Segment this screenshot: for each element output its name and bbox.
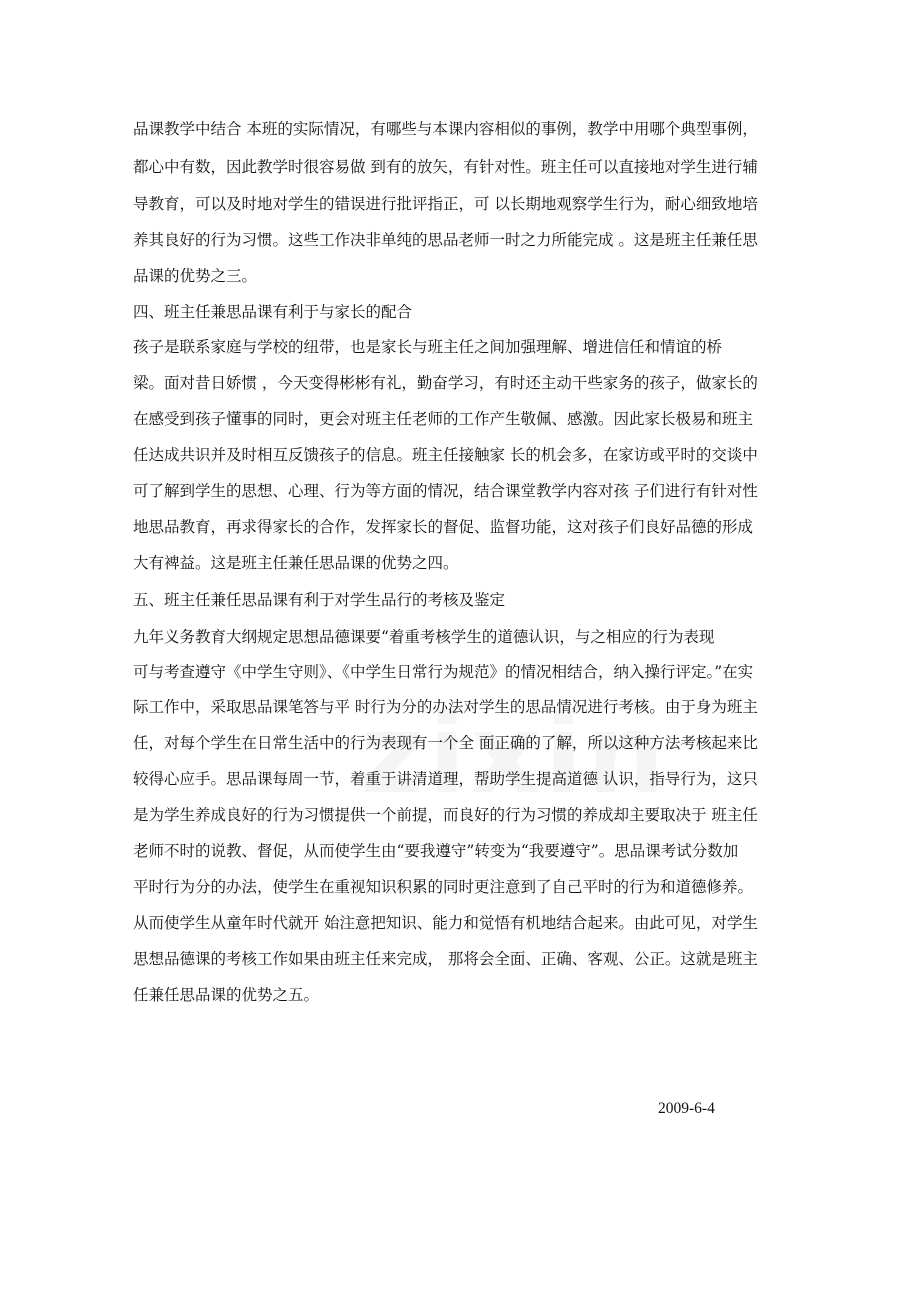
section-heading: 五、班主任兼任思品课有利于对学生品行的考核及鉴定	[133, 591, 506, 609]
text-line: 大有裨益。这是班主任兼任思品课的优势之四。	[133, 554, 459, 572]
text-line: 思想品德课的考核工作如果由班主任来完成， 那将会全面、正确、客观、公正。这就是班主	[133, 950, 758, 968]
text-line: 是为学生养成良好的行为习惯提供一个前提，而良好的行为习惯的养成却主要取决于 班主任	[133, 806, 758, 824]
text-line: 养其良好的行为习惯。这些工作决非单纯的思品老师一时之力所能完成 。这是班主任兼任思	[133, 231, 758, 249]
text-line: 可了解到学生的思想、心理、行为等方面的情况，结合课堂教学内容对孩 子们进行有针对性	[133, 482, 758, 500]
text-line: 品课教学中结合 本班的实际情况，有哪些与本课内容相似的事例，教学中用哪个典型事例，	[133, 120, 758, 138]
text-line: 可与考查遵守《中学生守则》、《中学生日常行为规范》的情况相结合，纳入操行评定。”在实	[133, 663, 754, 681]
text-line: 从而使学生从童年时代就开 始注意把知识、能力和觉悟有机地结合起来。由此可见，对学生	[133, 914, 758, 932]
text-line: 导教育，可以及时地对学生的错误进行批评指正，可 以长期地观察学生行为，耐心细致地培	[133, 195, 758, 213]
text-line: 梁。面对昔日娇惯 ，今天变得彬彬有礼，勤奋学习，有时还主动干些家务的孩子，做家长的	[133, 374, 758, 392]
text-line: 都心中有数，因此教学时很容易做 到有的放矢，有针对性。班主任可以直接地对学生进行辅	[133, 158, 758, 176]
section-heading: 四、班主任兼思品课有利于与家长的配合	[133, 303, 413, 321]
text-line: 任，对每个学生在日常生活中的行为表现有一个全 面正确的了解，所以这种方法考核起来比	[133, 734, 758, 752]
text-line: 在感受到孩子懂事的同时，更会对班主任老师的工作产生敬佩、感激。因此家长极易和班主	[133, 410, 754, 428]
document-date: 2009-6-4	[658, 1100, 715, 1117]
text-line: 孩子是联系家庭与学校的纽带，也是家长与班主任之间加强理解、增进信任和情谊的桥	[133, 338, 723, 356]
text-line: 任达成共识并及时相互反馈孩子的信息。班主任接触家 长的机会多，在家访或平时的交谈中	[133, 446, 758, 464]
text-line: 平时行为分的办法，使学生在重视知识积累的同时更注意到了自己平时的行为和道德修养。	[133, 878, 754, 896]
text-line: 地思品教育，再求得家长的合作，发挥家长的督促、监督功能，这对孩子们良好品德的形成	[133, 518, 754, 536]
text-line: 任兼任思品课的优势之五。	[133, 986, 320, 1004]
text-line: 际工作中，采取思品课笔答与平 时行为分的办法对学生的思品情况进行考核。由于身为班主	[133, 698, 758, 716]
text-line: 较得心应手。思品课每周一节，着重于讲清道理，帮助学生提高道德 认识，指导行为，这只	[133, 770, 758, 788]
text-line: 老师不时的说教、督促，从而使学生由“要我遵守”转变为“我要遵守”。思品课考试分数加	[133, 842, 739, 860]
text-line: 九年义务教育大纲规定思想品德课要“着重考核学生的道德认识，与之相应的行为表现	[133, 628, 715, 646]
text-line: 品课的优势之三。	[133, 267, 258, 285]
